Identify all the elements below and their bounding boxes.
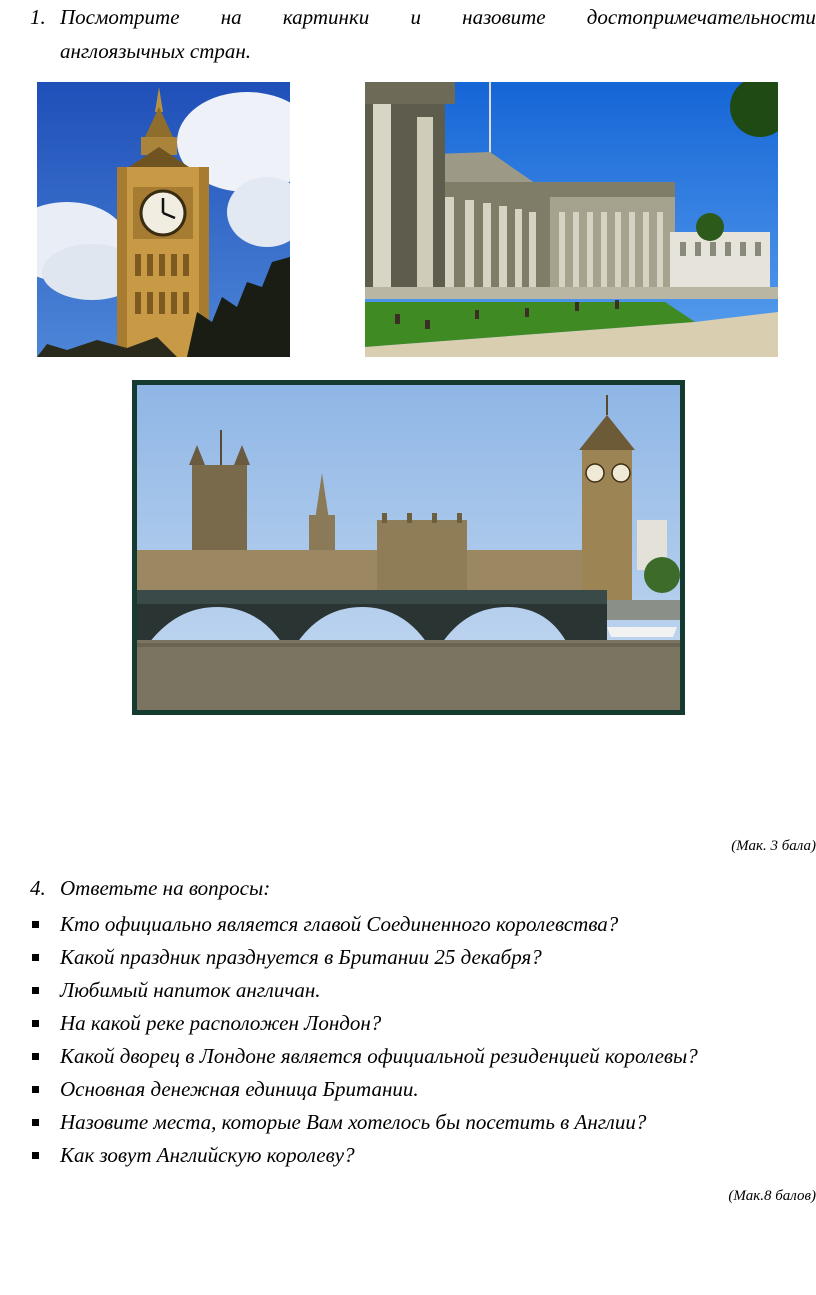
question-text: Любимый напиток англичан. <box>60 978 321 1002</box>
task-1-word: Посмотрите <box>60 5 180 29</box>
task-1-line-1 <box>60 0 816 34</box>
british-museum-photo <box>365 82 778 357</box>
question-text: На какой реке расположен Лондон? <box>60 1011 382 1035</box>
square-bullet-icon <box>32 1086 39 1093</box>
task-4-title: Ответьте на вопросы: <box>60 876 271 900</box>
question-item <box>30 1106 698 1139</box>
square-bullet-icon <box>32 1053 39 1060</box>
square-bullet-icon <box>32 1119 39 1126</box>
task-4-number: 4. <box>30 876 46 900</box>
question-text: Какой дворец в Лондоне является официальной резиденцией королевы? <box>60 1044 698 1068</box>
question-text: Какой праздник празднуется в Британии 25 декабря? <box>60 945 542 969</box>
westminster-palace-photo <box>132 380 685 715</box>
task-1-word: достопримечательности <box>586 5 816 29</box>
big-ben-photo <box>37 82 290 357</box>
task-1-number: 1. <box>30 5 46 29</box>
question-item <box>30 1040 698 1073</box>
question-item <box>30 1139 698 1172</box>
question-item <box>30 908 698 941</box>
task-1-word: картинки <box>282 5 370 29</box>
question-item <box>30 974 698 1007</box>
question-list <box>30 908 698 1172</box>
max-points-task-1: (Мак. 3 бала) <box>731 838 816 854</box>
task-1-word: и <box>410 5 421 29</box>
max-points-task-4: (Мак.8 балов) <box>728 1188 816 1204</box>
question-item <box>30 1073 698 1106</box>
question-text: Кто официально является главой Соединенного королевства? <box>60 912 619 936</box>
question-text: Как зовут Английскую королеву? <box>60 1143 355 1167</box>
task-1-word: на <box>220 5 242 29</box>
square-bullet-icon <box>32 1152 39 1159</box>
question-item <box>30 1007 698 1040</box>
question-item <box>30 941 698 974</box>
square-bullet-icon <box>32 921 39 928</box>
task-1-word: назовите <box>462 5 546 29</box>
square-bullet-icon <box>32 1020 39 1027</box>
square-bullet-icon <box>32 954 39 961</box>
question-text: Назовите места, которые Вам хотелось бы посетить в Англии? <box>60 1110 647 1134</box>
question-text: Основная денежная единица Британии. <box>60 1077 419 1101</box>
square-bullet-icon <box>32 987 39 994</box>
task-1-line-2: англоязычных стран. <box>60 39 252 63</box>
